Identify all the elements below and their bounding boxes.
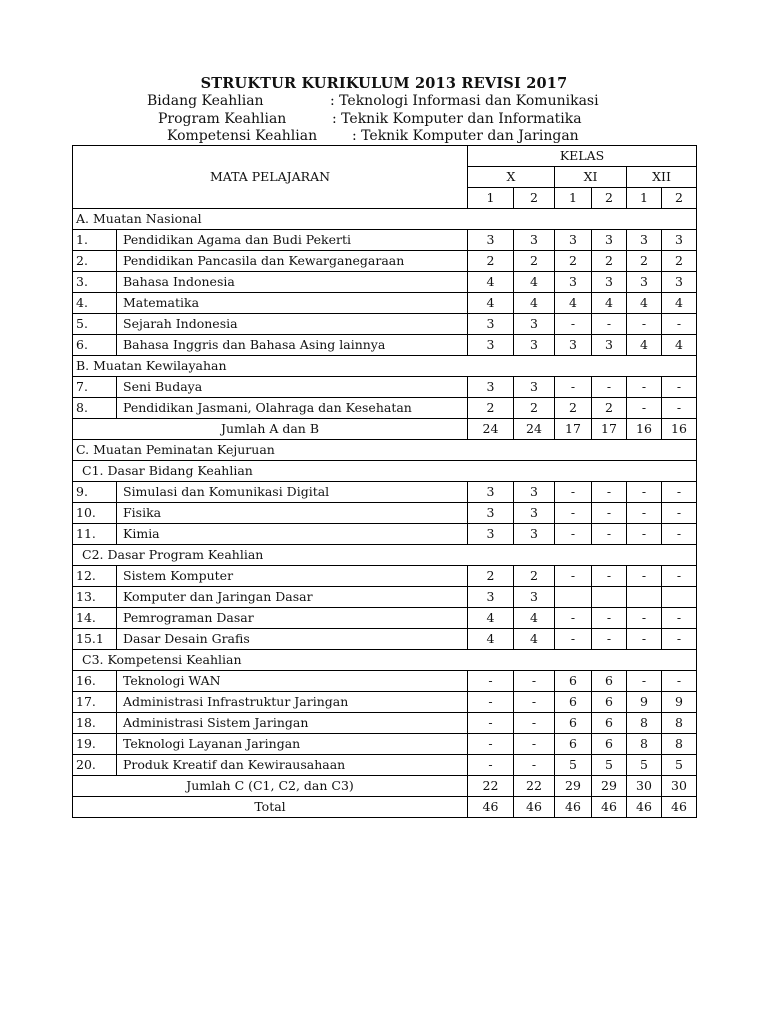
hours-cell: - — [592, 377, 627, 398]
hours-cell — [662, 587, 697, 608]
hours-cell: - — [627, 566, 662, 587]
meta-value: : Teknik Komputer dan Jaringan — [352, 128, 579, 144]
section-row — [73, 356, 697, 377]
hours-cell: - — [627, 629, 662, 650]
hours-cell: 3 — [592, 230, 627, 251]
hours-cell: - — [514, 692, 555, 713]
total-row — [73, 419, 697, 440]
total-cell: 46 — [468, 797, 514, 818]
hours-cell: - — [627, 314, 662, 335]
section-row — [73, 440, 697, 461]
hours-cell: 3 — [514, 314, 555, 335]
hours-cell: 3 — [627, 272, 662, 293]
subject-name: Teknologi Layanan Jaringan — [117, 734, 468, 755]
hours-cell: 9 — [627, 692, 662, 713]
subject-number: 6. — [73, 335, 117, 356]
hours-cell: 2 — [627, 251, 662, 272]
subject-row — [73, 566, 697, 587]
hours-cell: - — [555, 377, 592, 398]
hours-cell: - — [514, 755, 555, 776]
total-label: Total — [73, 797, 468, 818]
total-cell: 24 — [514, 419, 555, 440]
hours-cell: - — [555, 503, 592, 524]
subject-number: 20. — [73, 755, 117, 776]
subject-row — [73, 629, 697, 650]
hours-cell: 3 — [514, 503, 555, 524]
semester-header: 2 — [514, 188, 555, 209]
subject-row — [73, 398, 697, 419]
section-label: B. Muatan Kewilayahan — [73, 356, 697, 377]
hours-cell: - — [514, 734, 555, 755]
hours-cell: - — [592, 482, 627, 503]
subject-number: 18. — [73, 713, 117, 734]
hours-cell: 5 — [662, 755, 697, 776]
subject-name: Pendidikan Agama dan Budi Pekerti — [117, 230, 468, 251]
hours-cell: 3 — [468, 335, 514, 356]
subject-row — [73, 692, 697, 713]
hours-cell: - — [468, 755, 514, 776]
subject-name: Bahasa Indonesia — [117, 272, 468, 293]
hours-cell: 2 — [662, 251, 697, 272]
subject-row — [73, 755, 697, 776]
subsection-label: C1. Dasar Bidang Keahlian — [73, 461, 697, 482]
subject-row — [73, 482, 697, 503]
total-cell: 46 — [592, 797, 627, 818]
subsection-row — [73, 461, 697, 482]
hours-cell: 3 — [468, 230, 514, 251]
subject-row — [73, 377, 697, 398]
subsection-row — [73, 650, 697, 671]
semester-header: 1 — [627, 188, 662, 209]
subject-number: 14. — [73, 608, 117, 629]
subject-name: Kimia — [117, 524, 468, 545]
subject-row — [73, 314, 697, 335]
hours-cell — [555, 587, 592, 608]
subject-name: Sistem Komputer — [117, 566, 468, 587]
hours-cell — [592, 587, 627, 608]
hours-cell: 4 — [592, 293, 627, 314]
subject-name: Fisika — [117, 503, 468, 524]
hours-cell: - — [627, 608, 662, 629]
subject-row — [73, 713, 697, 734]
hours-cell: 3 — [662, 272, 697, 293]
hours-cell: - — [555, 566, 592, 587]
hours-cell: 3 — [555, 335, 592, 356]
hours-cell: 3 — [514, 335, 555, 356]
total-cell: 16 — [627, 419, 662, 440]
hours-cell: 4 — [514, 629, 555, 650]
subject-number: 13. — [73, 587, 117, 608]
hours-cell: - — [627, 671, 662, 692]
hours-cell: 6 — [555, 734, 592, 755]
hours-cell: 9 — [662, 692, 697, 713]
hours-cell: 4 — [627, 335, 662, 356]
subsection-row — [73, 545, 697, 566]
hours-cell: 6 — [555, 671, 592, 692]
subject-number: 1. — [73, 230, 117, 251]
hours-cell: 6 — [592, 692, 627, 713]
hours-cell: 4 — [514, 293, 555, 314]
subject-name: Matematika — [117, 293, 468, 314]
subject-row — [73, 734, 697, 755]
subject-number: 2. — [73, 251, 117, 272]
document-title: STRUKTUR KURIKULUM 2013 REVISI 2017 — [200, 75, 568, 92]
hours-cell: - — [592, 314, 627, 335]
total-cell: 22 — [514, 776, 555, 797]
hours-cell: 2 — [468, 398, 514, 419]
hours-cell: - — [592, 608, 627, 629]
hours-cell: - — [555, 608, 592, 629]
kelas-header: KELAS — [468, 146, 697, 167]
total-cell: 29 — [555, 776, 592, 797]
hours-cell: 3 — [592, 335, 627, 356]
hours-cell: - — [592, 524, 627, 545]
subject-number: 7. — [73, 377, 117, 398]
hours-cell: - — [468, 734, 514, 755]
hours-cell: 3 — [468, 377, 514, 398]
section-label: C. Muatan Peminatan Kejuruan — [73, 440, 697, 461]
subject-name: Sejarah Indonesia — [117, 314, 468, 335]
subject-number: 19. — [73, 734, 117, 755]
subsection-label: C2. Dasar Program Keahlian — [73, 545, 697, 566]
subject-row — [73, 608, 697, 629]
hours-cell: 3 — [555, 230, 592, 251]
total-label: Jumlah C (C1, C2, dan C3) — [73, 776, 468, 797]
section-label: A. Muatan Nasional — [73, 209, 697, 230]
hours-cell: - — [662, 524, 697, 545]
hours-cell: 4 — [662, 335, 697, 356]
subject-name: Pendidikan Jasmani, Olahraga dan Kesehatan — [117, 398, 468, 419]
subject-name: Komputer dan Jaringan Dasar — [117, 587, 468, 608]
hours-cell: - — [592, 503, 627, 524]
subject-name: Teknologi WAN — [117, 671, 468, 692]
grade-header-xii: XII — [627, 167, 697, 188]
hours-cell: 3 — [514, 377, 555, 398]
hours-cell: 2 — [555, 251, 592, 272]
hours-cell: 4 — [555, 293, 592, 314]
hours-cell: - — [627, 377, 662, 398]
hours-cell: 6 — [592, 671, 627, 692]
hours-cell: 3 — [468, 503, 514, 524]
subject-name: Simulasi dan Komunikasi Digital — [117, 482, 468, 503]
hours-cell — [627, 587, 662, 608]
subject-number: 3. — [73, 272, 117, 293]
total-cell: 46 — [514, 797, 555, 818]
total-cell: 46 — [555, 797, 592, 818]
semester-header: 1 — [555, 188, 592, 209]
hours-cell: - — [662, 377, 697, 398]
subject-number: 5. — [73, 314, 117, 335]
hours-cell: 4 — [662, 293, 697, 314]
hours-cell: 6 — [592, 734, 627, 755]
hours-cell: 5 — [592, 755, 627, 776]
total-cell: 24 — [468, 419, 514, 440]
meta-value: : Teknologi Informasi dan Komunikasi — [330, 93, 599, 109]
hours-cell: 6 — [592, 713, 627, 734]
hours-cell: - — [555, 629, 592, 650]
subject-name: Seni Budaya — [117, 377, 468, 398]
subject-row — [73, 503, 697, 524]
semester-header: 2 — [592, 188, 627, 209]
hours-cell: 2 — [514, 566, 555, 587]
hours-cell: 8 — [627, 734, 662, 755]
total-cell: 30 — [627, 776, 662, 797]
hours-cell: 2 — [514, 251, 555, 272]
hours-cell: 2 — [468, 566, 514, 587]
hours-cell: - — [555, 524, 592, 545]
total-cell: 22 — [468, 776, 514, 797]
hours-cell: 6 — [555, 713, 592, 734]
hours-cell: 3 — [514, 230, 555, 251]
hours-cell: - — [514, 713, 555, 734]
hours-cell: - — [662, 314, 697, 335]
hours-cell: - — [662, 398, 697, 419]
hours-cell: 4 — [514, 608, 555, 629]
hours-cell: 2 — [468, 251, 514, 272]
subject-column-header: MATA PELAJARAN — [73, 146, 468, 209]
hours-cell: - — [468, 713, 514, 734]
total-cell: 30 — [662, 776, 697, 797]
subject-row — [73, 587, 697, 608]
subject-row — [73, 335, 697, 356]
semester-header: 1 — [468, 188, 514, 209]
subject-row — [73, 293, 697, 314]
hours-cell: - — [514, 671, 555, 692]
total-cell: 46 — [662, 797, 697, 818]
meta-value: : Teknik Komputer dan Informatika — [332, 111, 582, 127]
hours-cell: 3 — [555, 272, 592, 293]
hours-cell: - — [555, 314, 592, 335]
total-cell: 17 — [555, 419, 592, 440]
hours-cell: 8 — [662, 713, 697, 734]
total-label: Jumlah A dan B — [73, 419, 468, 440]
hours-cell: 8 — [627, 713, 662, 734]
hours-cell: 5 — [555, 755, 592, 776]
subject-row — [73, 272, 697, 293]
subject-number: 8. — [73, 398, 117, 419]
hours-cell: - — [627, 524, 662, 545]
hours-cell: 2 — [555, 398, 592, 419]
subject-name: Administrasi Sistem Jaringan — [117, 713, 468, 734]
hours-cell: - — [592, 566, 627, 587]
hours-cell: 3 — [468, 524, 514, 545]
hours-cell: 4 — [468, 272, 514, 293]
curriculum-table — [72, 145, 697, 818]
hours-cell: - — [627, 482, 662, 503]
hours-cell: 4 — [468, 293, 514, 314]
subject-name: Bahasa Inggris dan Bahasa Asing lainnya — [117, 335, 468, 356]
hours-cell: - — [662, 503, 697, 524]
subject-name: Pemrograman Dasar — [117, 608, 468, 629]
hours-cell: 4 — [468, 629, 514, 650]
hours-cell: 4 — [627, 293, 662, 314]
subject-name: Dasar Desain Grafis — [117, 629, 468, 650]
subject-name: Pendidikan Pancasila dan Kewarganegaraan — [117, 251, 468, 272]
hours-cell: 3 — [514, 482, 555, 503]
hours-cell: - — [627, 503, 662, 524]
subject-number: 15.1 — [73, 629, 117, 650]
grade-header-xi: XI — [555, 167, 627, 188]
meta-label: Program Keahlian — [158, 111, 287, 127]
hours-cell: - — [662, 629, 697, 650]
hours-cell: 3 — [468, 587, 514, 608]
hours-cell: 2 — [592, 251, 627, 272]
subject-row — [73, 230, 697, 251]
hours-cell: - — [468, 692, 514, 713]
header-row-kelas — [73, 146, 697, 167]
subject-row — [73, 671, 697, 692]
subsection-label: C3. Kompetensi Keahlian — [73, 650, 697, 671]
hours-cell: 3 — [662, 230, 697, 251]
hours-cell: - — [555, 482, 592, 503]
semester-header: 2 — [662, 188, 697, 209]
hours-cell: 2 — [514, 398, 555, 419]
subject-number: 9. — [73, 482, 117, 503]
total-row — [73, 797, 697, 818]
subject-number: 17. — [73, 692, 117, 713]
total-cell: 46 — [627, 797, 662, 818]
subject-row — [73, 251, 697, 272]
hours-cell: - — [627, 398, 662, 419]
hours-cell: 8 — [662, 734, 697, 755]
hours-cell: 5 — [627, 755, 662, 776]
hours-cell: 3 — [468, 314, 514, 335]
hours-cell: 2 — [592, 398, 627, 419]
total-cell: 17 — [592, 419, 627, 440]
subject-row — [73, 524, 697, 545]
meta-label: Kompetensi Keahlian — [167, 128, 318, 144]
subject-name: Produk Kreatif dan Kewirausahaan — [117, 755, 468, 776]
hours-cell: - — [662, 566, 697, 587]
curriculum-table-body — [73, 209, 697, 818]
hours-cell: 4 — [514, 272, 555, 293]
subject-number: 4. — [73, 293, 117, 314]
hours-cell: 3 — [592, 272, 627, 293]
grade-header-x: X — [468, 167, 555, 188]
section-row — [73, 209, 697, 230]
subject-number: 11. — [73, 524, 117, 545]
hours-cell: - — [662, 671, 697, 692]
hours-cell: 3 — [627, 230, 662, 251]
total-row — [73, 776, 697, 797]
hours-cell: - — [468, 671, 514, 692]
hours-cell: 3 — [514, 524, 555, 545]
subject-number: 10. — [73, 503, 117, 524]
hours-cell: - — [592, 629, 627, 650]
subject-name: Administrasi Infrastruktur Jaringan — [117, 692, 468, 713]
total-cell: 16 — [662, 419, 697, 440]
subject-number: 12. — [73, 566, 117, 587]
hours-cell: 4 — [468, 608, 514, 629]
hours-cell: 6 — [555, 692, 592, 713]
hours-cell: 3 — [468, 482, 514, 503]
total-cell: 29 — [592, 776, 627, 797]
hours-cell: - — [662, 608, 697, 629]
meta-label: Bidang Keahlian — [147, 93, 264, 109]
subject-number: 16. — [73, 671, 117, 692]
hours-cell: - — [662, 482, 697, 503]
hours-cell: 3 — [514, 587, 555, 608]
